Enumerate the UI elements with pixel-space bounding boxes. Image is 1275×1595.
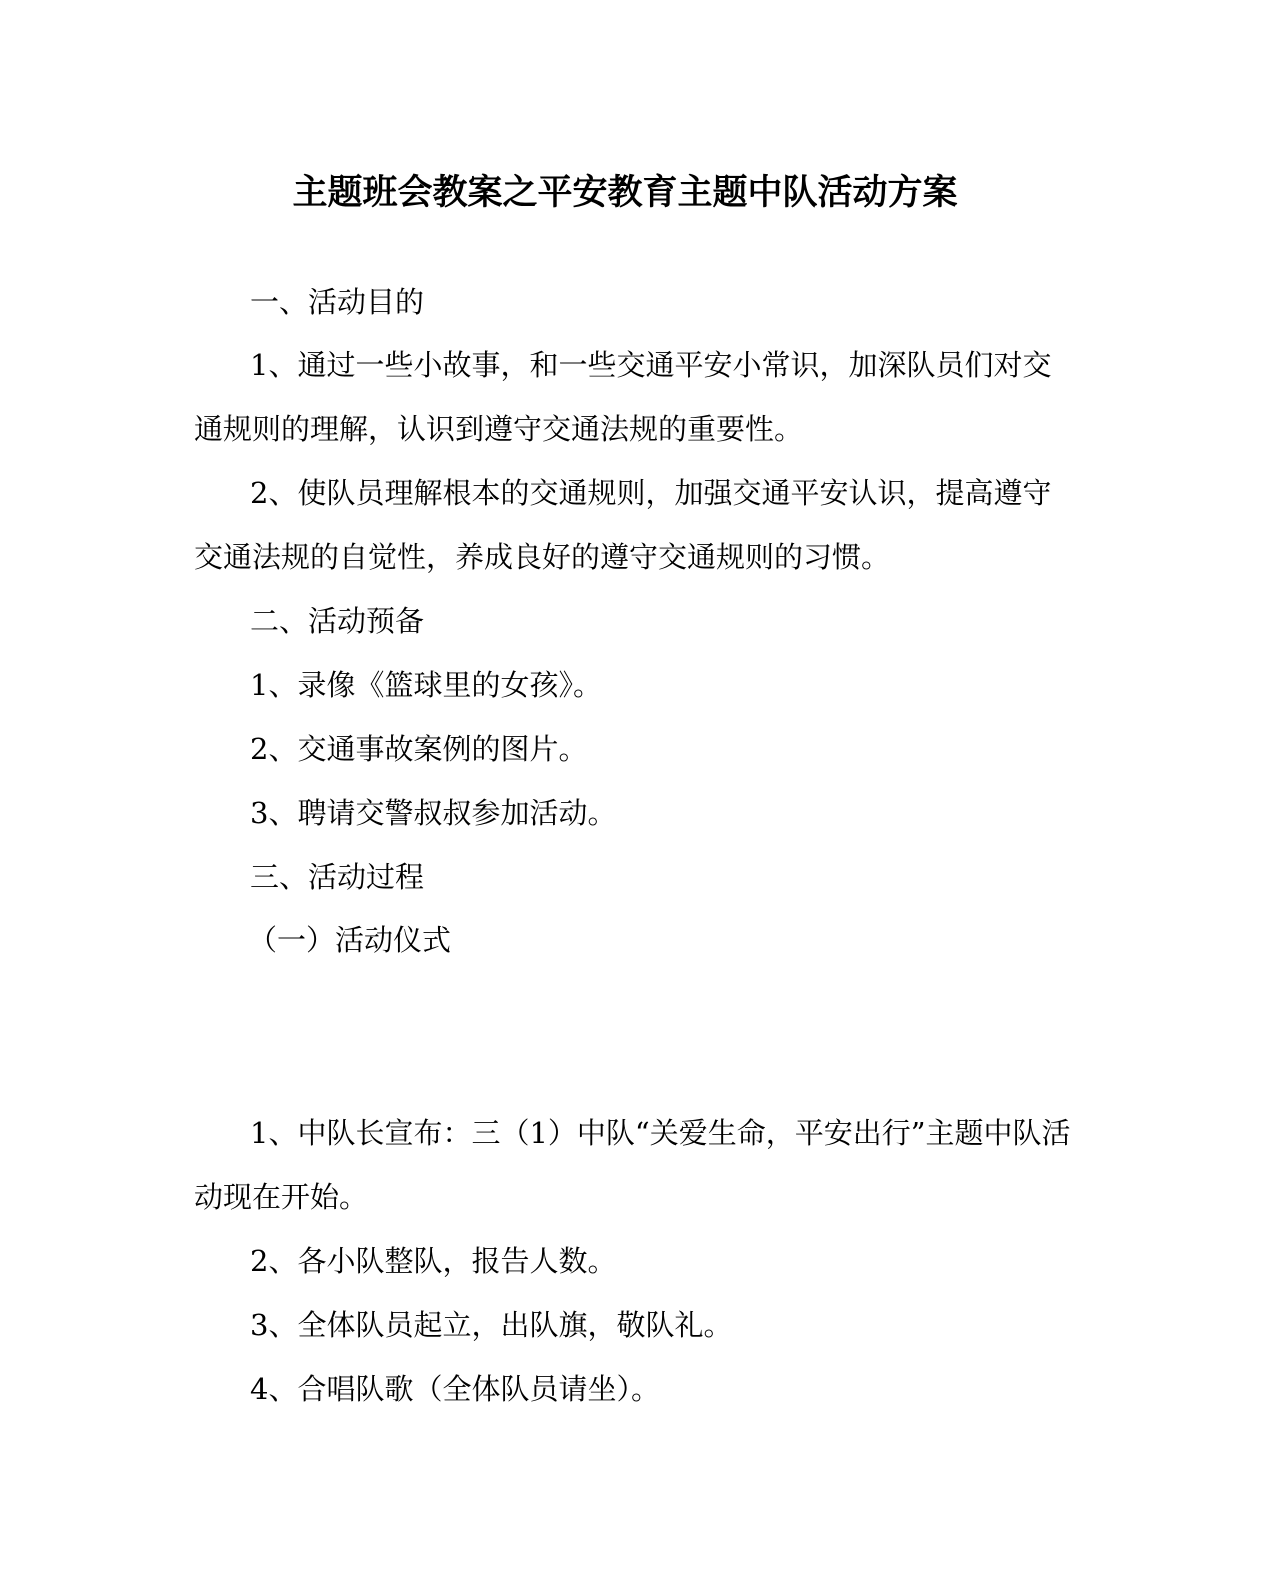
paragraph-line: 2、使队员理解根本的交通规则，加强交通平安认识，提高遵守 — [250, 476, 1052, 510]
section-heading-preparation: 二、活动预备 — [250, 604, 425, 638]
paragraph-line: 2、交通事故案例的图片。 — [250, 732, 588, 766]
paragraph-line: 交通法规的自觉性，养成良好的遵守交通规则的习惯。 — [194, 540, 891, 574]
subsection-heading-ceremony: （一）活动仪式 — [248, 923, 452, 957]
paragraph-line: 2、各小队整队，报告人数。 — [250, 1244, 617, 1278]
paragraph-line: 1、中队长宣布：三（1）中队“关爱生命，平安出行”主题中队活 — [250, 1116, 1071, 1150]
paragraph-line: 4、合唱队歌（全体队员请坐）。 — [250, 1372, 660, 1406]
paragraph-line: 通规则的理解，认识到遵守交通法规的重要性。 — [194, 412, 804, 446]
paragraph-line: 1、通过一些小故事，和一些交通平安小常识，加深队员们对交 — [250, 348, 1052, 382]
paragraph-line: 动现在开始。 — [194, 1180, 369, 1214]
paragraph-line: 3、全体队员起立，出队旗，敬队礼。 — [250, 1308, 733, 1342]
paragraph-line: 1、录像《篮球里的女孩》。 — [250, 668, 602, 702]
section-heading-purpose: 一、活动目的 — [250, 285, 425, 319]
section-heading-process: 三、活动过程 — [250, 860, 425, 894]
document-title: 主题班会教案之平安教育主题中队活动方案 — [292, 172, 958, 213]
paragraph-line: 3、聘请交警叔叔参加活动。 — [250, 796, 617, 830]
